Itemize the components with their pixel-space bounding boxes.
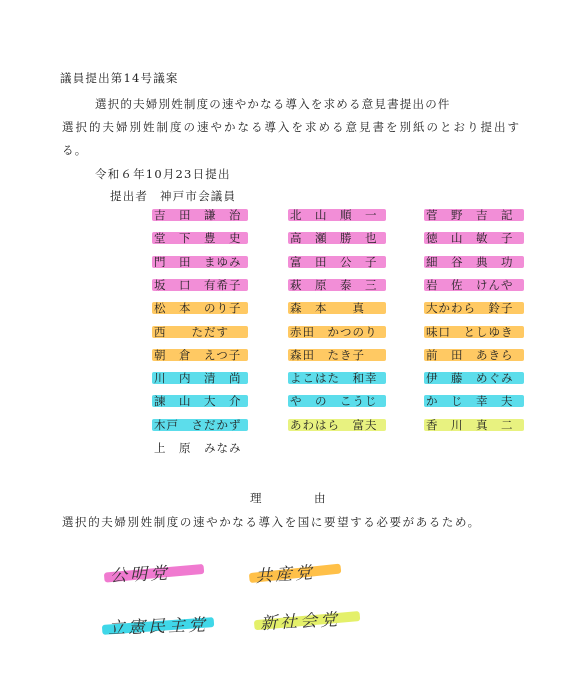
member-name-text: 伊 藤 めぐみ (426, 371, 514, 386)
bill-title: 選択的夫婦別姓制度の速やかなる導入を求める意見書提出の件 (95, 97, 451, 111)
party-label-text: 新社会党 (259, 609, 341, 635)
member-name (288, 393, 378, 409)
member-name (288, 207, 378, 223)
member-name-text: 北 山 順 一 (290, 208, 378, 222)
member-name-text: 諫 山 大 介 (154, 394, 242, 409)
member-name (424, 324, 514, 340)
body-line-1: 選択的夫婦別姓制度の速やかなる導入を求める意見書を別紙のとおり提出す (62, 120, 521, 134)
member-name-text: 前 田 あきら (426, 347, 514, 362)
member-name (288, 347, 365, 363)
body-line-2: る。 (62, 143, 88, 157)
member-name-text: 木戸 さだかず (154, 417, 242, 432)
member-name (288, 254, 378, 270)
member-name (288, 370, 378, 386)
member-name-text: 坂 口 有希子 (154, 277, 242, 292)
member-name (424, 207, 514, 223)
member-name-text: 徳 山 敏 子 (426, 231, 514, 246)
member-name (152, 370, 242, 386)
reason-heading-char-1: 理 (250, 491, 262, 505)
submission-date: 令和６年10月23日提出 (95, 167, 231, 181)
member-name-text: 朝 倉 えつ子 (154, 347, 242, 362)
member-name-text: 菅 野 吉 記 (426, 208, 514, 222)
party-label-text: 立憲民主党 (107, 615, 209, 639)
reason-heading-char-2: 由 (314, 491, 326, 505)
member-name (424, 347, 514, 363)
member-name (152, 417, 242, 433)
member-name (424, 370, 514, 386)
member-name (288, 324, 378, 340)
member-name-text: 香 川 真 二 (426, 417, 514, 432)
member-name (152, 207, 242, 223)
member-name (152, 277, 242, 293)
member-name (424, 300, 514, 316)
member-name-text: 西 ただす (154, 324, 229, 339)
member-name (424, 254, 514, 270)
member-name (288, 417, 378, 433)
member-name-text: 上 原 みなみ (154, 441, 242, 455)
bill-number: 議員提出第14号議案 (60, 71, 179, 85)
party-label-text: 共産党 (254, 562, 316, 588)
member-name-text: 堂 下 豊 史 (154, 231, 242, 246)
party-label (259, 605, 340, 634)
member-name-text: 森田 たき子 (290, 347, 365, 362)
reason-text: 選択的夫婦別姓制度の速やかなる導入を国に要望する必要があるため。 (62, 515, 481, 529)
party-label (108, 610, 209, 638)
member-name-text: 岩 佐 けんや (426, 277, 514, 292)
member-name-text: よこはた 和幸 (290, 371, 378, 386)
member-name (288, 230, 378, 246)
member-name-text: 萩 原 泰 三 (290, 277, 378, 292)
party-label (109, 558, 170, 586)
member-name-text: 赤田 かつのり (290, 324, 378, 339)
member-name-text: 味口 としゆき (426, 324, 514, 339)
member-name-text: 富 田 公 子 (290, 254, 378, 269)
member-name (424, 277, 514, 293)
member-name (288, 277, 378, 293)
party-label-text: 公明党 (109, 563, 171, 587)
member-name (424, 393, 514, 409)
member-name-text: か じ 幸 夫 (426, 394, 514, 409)
member-name (152, 230, 242, 246)
member-name (288, 300, 365, 316)
member-name-text: あわはら 富夫 (290, 417, 378, 432)
party-label (254, 558, 316, 587)
member-name-text: 細 谷 典 功 (426, 254, 514, 269)
member-name (152, 440, 242, 456)
member-name-text: 森 本 真 (290, 301, 365, 316)
member-name (152, 300, 242, 316)
member-name (152, 254, 242, 270)
submitter-label: 提出者 (110, 189, 149, 203)
submitter-group: 神戸市会議員 (160, 189, 237, 203)
member-name-text: 松 本 のり子 (154, 301, 242, 316)
member-name-text: や の こうじ (290, 394, 378, 409)
member-name (424, 230, 514, 246)
member-name (152, 324, 229, 340)
member-name-text: 大かわら 鈴子 (426, 301, 514, 316)
member-name-text: 門 田 まゆみ (154, 254, 242, 269)
member-name-text: 高 瀬 勝 也 (290, 231, 378, 246)
member-name-text: 川 内 清 尚 (154, 371, 242, 386)
member-name (152, 347, 241, 363)
member-name-text: 吉 田 謙 治 (154, 208, 242, 222)
member-name (424, 417, 514, 433)
member-name (152, 393, 242, 409)
